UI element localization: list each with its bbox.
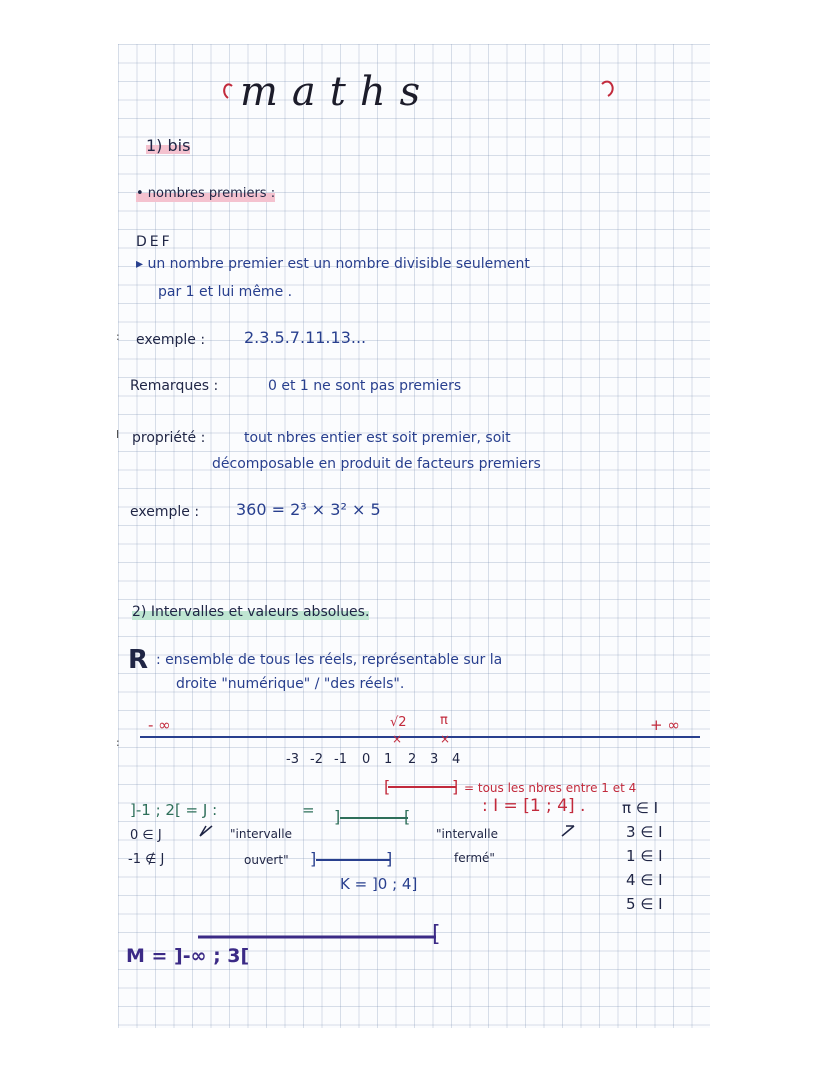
definition-line-1: ▸ un nombre premier est un nombre divisible seulement [136,256,530,272]
example1-label: exemple : [136,332,206,348]
I-member: 4 ∈ I [626,871,663,889]
interval-I-definition: : I = [1 ; 4] . [482,796,586,816]
margin-mark: : [116,330,120,343]
reals-symbol: R [128,645,149,675]
tick-label: -1 [334,752,347,767]
tick-label: 1 [384,752,393,767]
I-member: 1 ∈ I [626,847,663,865]
tick-label: 3 [430,752,439,767]
property-label: propriété : [132,430,206,446]
I-member: π ∈ I [622,799,659,817]
tick-label: 0 [362,752,371,767]
pos-infinity-label: + ∞ [650,716,680,734]
I-right-bracket: ] [452,777,459,796]
I-member: 3 ∈ I [626,823,663,841]
section1-heading: 1) bis [146,136,191,155]
closed-interval-label-1: "intervalle [436,827,498,841]
closed-interval-label-2: fermé" [454,851,495,865]
J-right-bracket: [ [404,807,411,826]
pi-mark: × [440,732,451,746]
red-note: = tous les nbres entre 1 et 4 [464,781,637,795]
property-line-1: tout nbres entier est soit premier, soit [244,430,511,446]
example2-label: exemple : [130,504,200,520]
tick-label: -2 [310,752,323,767]
J-excludes-minus1: -1 ∉ J [128,852,165,867]
margin-mark: I [116,428,120,441]
J-equals: = [302,801,315,819]
arrow-to-closed-label [562,826,574,836]
section2-heading: 2) Intervalles et valeurs absolues. [132,604,370,620]
definition-label: DEF [136,234,173,250]
remark-value: 0 et 1 ne sont pas premiers [268,378,462,394]
M-right-bracket: [ [432,922,441,947]
tick-label: 4 [452,752,461,767]
sqrt2-mark: × [392,732,403,746]
sqrt2-label: √2 [390,715,407,730]
I-member: 5 ∈ I [626,895,663,913]
margin-mark: : [116,736,120,749]
reals-line-2: droite "numérique" / "des réels". [176,676,405,692]
definition-line-2: par 1 et lui même . [158,284,293,300]
interval-K-definition: K = ]0 ; 4] [340,875,418,893]
arrow-to-open-label [200,826,212,836]
K-left-bracket: ] [310,849,317,868]
J-contains-0: 0 ∈ J [130,828,162,843]
interval-J-definition: ]-1 ; 2[ = J : [130,801,218,819]
K-right-bracket: ] [386,849,393,868]
neg-infinity-label: - ∞ [148,716,171,734]
remark-label: Remarques : [130,378,219,394]
J-left-bracket: ] [334,807,341,826]
I-left-bracket: [ [384,777,391,796]
example2-value: 360 = 2³ × 3² × 5 [236,500,381,519]
tick-label: -3 [286,752,299,767]
property-line-2: décomposable en produit de facteurs premiers [212,456,541,472]
reals-line-1: : ensemble de tous les réels, représentable sur la [156,652,503,668]
primes-topic: • nombres premiers : [136,184,275,204]
pi-label: π [440,713,448,728]
example1-value: 2.3.5.7.11.13... [244,328,367,347]
open-interval-label-1: "intervalle [230,827,292,841]
page-title: maths [240,69,435,115]
open-interval-label-2: ouvert" [244,853,289,867]
interval-M-definition: M = ]-∞ ; 3[ [126,945,250,967]
tick-label: 2 [408,752,417,767]
